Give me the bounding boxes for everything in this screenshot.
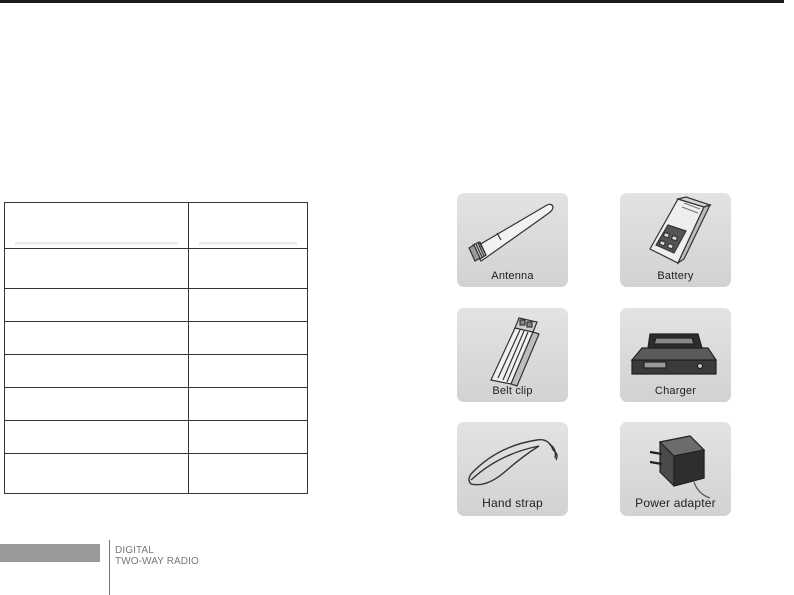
footer-brand-text (115, 545, 199, 567)
table-cell (189, 249, 308, 289)
table-cell (5, 388, 189, 421)
table-cell (5, 454, 189, 494)
table-cell (189, 388, 308, 421)
accessory-label: Antenna (491, 270, 534, 282)
table-cell (189, 322, 308, 355)
accessory-card-antenna (457, 193, 568, 287)
table-cell (5, 289, 189, 322)
table-cell (189, 289, 308, 322)
footer-bar (0, 544, 100, 562)
table-row (5, 388, 308, 421)
packing-list-table (4, 202, 308, 494)
table-cell (189, 355, 308, 388)
accessory-card-charger (620, 308, 731, 402)
header-rule (0, 0, 784, 3)
table-row (5, 289, 308, 322)
table-row (5, 355, 308, 388)
table-header-cell (5, 203, 189, 249)
footer-line-two-way-radio: TWO-WAY RADIO (115, 556, 199, 567)
table-row (5, 249, 308, 289)
table-header-cell (189, 203, 308, 249)
accessory-label: Battery (657, 270, 694, 282)
accessory-card-power-adapter (620, 422, 731, 516)
table-cell (5, 355, 189, 388)
table-cell (5, 322, 189, 355)
table-cell (189, 421, 308, 454)
table-cell (5, 421, 189, 454)
table-cell (5, 249, 189, 289)
table-row (5, 454, 308, 494)
accessory-label: Power adapter (635, 496, 716, 510)
accessory-label: Charger (654, 385, 697, 397)
table-row (5, 322, 308, 355)
footer-divider (109, 540, 110, 595)
accessory-label: Belt clip (492, 385, 533, 397)
table-row (5, 421, 308, 454)
accessory-card-belt-clip (457, 308, 568, 402)
footer-line-digital: DIGITAL (115, 545, 154, 556)
table-cell (189, 454, 308, 494)
accessory-card-battery (620, 193, 731, 287)
accessory-label: Hand strap (482, 496, 543, 510)
table-header-row (5, 203, 308, 249)
accessory-card-hand-strap (457, 422, 568, 516)
